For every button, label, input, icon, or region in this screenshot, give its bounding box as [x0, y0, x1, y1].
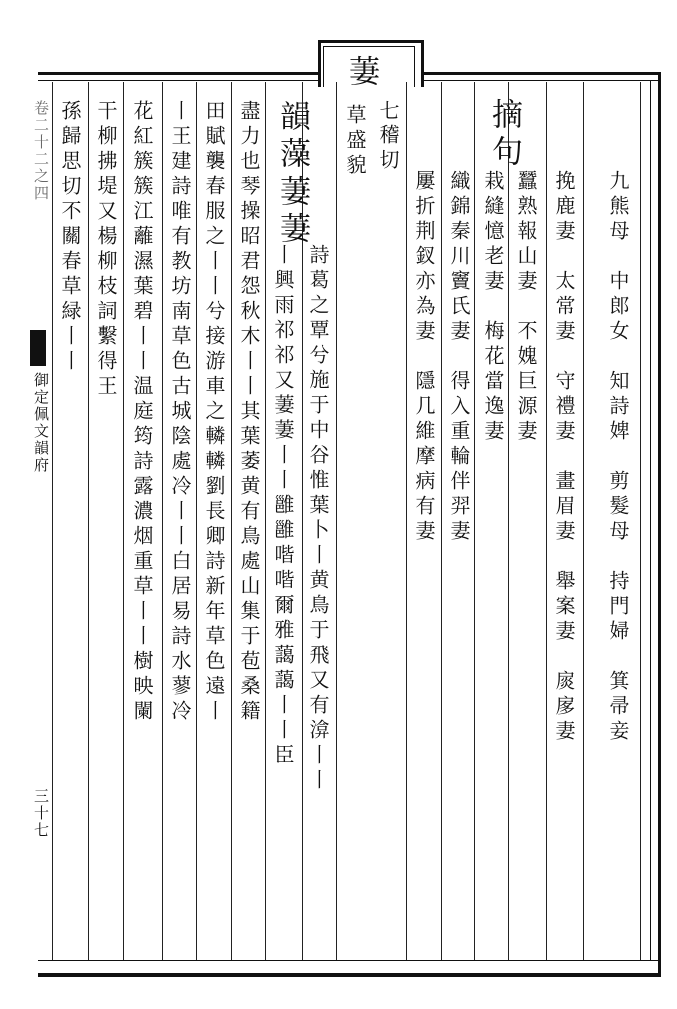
margin-book-title: 御定佩文韻府 — [32, 372, 50, 474]
margin-faint-text: 卷二十二之四 — [32, 100, 50, 202]
quote-line: 栽縫憶老妻 梅花當逸妻 — [481, 170, 505, 445]
entry-line: 孫歸思切不關春草緑丨丨 — [58, 100, 82, 375]
column-rule — [474, 82, 475, 960]
column-rule — [196, 82, 197, 960]
border-inner-bottom — [38, 960, 658, 961]
entry-line: 盡力也琴操昭君怨秋木丨丨其葉萎黄有鳥處山集于苞桑籍 — [237, 100, 261, 725]
entry-line: 詩葛之覃兮施于中谷惟葉卜丨黄鳥于飛又有渰丨丨 — [306, 244, 330, 794]
entry-line: 干柳拂堤又楊柳枝詞繫得王 — [94, 100, 118, 400]
headword-tone-number: 七 — [376, 100, 400, 125]
column-rule — [640, 82, 641, 960]
column-rule — [231, 82, 232, 960]
headword-char: 萋 — [343, 55, 379, 92]
column-rule — [123, 82, 124, 960]
margin-fish-tail-mark — [30, 330, 46, 366]
column-rule — [265, 82, 266, 960]
column-rule — [406, 82, 407, 960]
column-rule — [508, 82, 509, 960]
quote-line: 織錦秦川竇氏妻 得入重輪伴羿妻 — [447, 170, 471, 545]
section-title-zhaiju: 摘句 — [486, 98, 522, 172]
quote-line: 挽鹿妻 太常妻 守禮妻 畫眉妻 舉案妻 扊扅妻 — [552, 170, 576, 745]
quote-line: 屢折荆釵亦為妻 隱几維摩病有妻 — [412, 170, 436, 545]
entry-line: 花紅簇簇江蘺濕葉碧丨丨温庭筠詩露濃烟重草丨丨樹映闌 — [130, 100, 154, 725]
column-rule — [88, 82, 89, 960]
column-rule — [336, 82, 337, 960]
border-inner-right — [650, 80, 651, 960]
column-rule — [52, 82, 53, 960]
margin-page-number: 三十七 — [32, 788, 50, 839]
entry-line: 丨王建詩唯有教坊南草色古城陰處冷丨丨白居易詩水蓼冷 — [168, 100, 192, 725]
quote-line: 蠶熟報山妻 不媿巨源妻 — [514, 170, 538, 445]
section-title-yunzao: 韻藻 — [274, 100, 310, 174]
column-rule — [583, 82, 584, 960]
headword-fanqie: 稽切 — [376, 124, 400, 174]
column-rule — [441, 82, 442, 960]
quote-line: 九熊母 中郎女 知詩婢 剪髮母 持門婦 箕帚妾 — [606, 170, 630, 745]
entry-line: 田賦襲春服之丨丨兮接游車之轔轔劉長卿詩新年草色遠丨 — [202, 100, 226, 725]
column-rule — [546, 82, 547, 960]
headword-gloss: 草盛貌 — [343, 104, 367, 179]
entry-line: 丨興雨祁祁又萋萋丨丨雝雝喈喈爾雅藹藹丨丨臣 — [271, 244, 295, 769]
section-subtitle-qiqi: 萋萋 — [274, 175, 310, 249]
column-rule — [162, 82, 163, 960]
